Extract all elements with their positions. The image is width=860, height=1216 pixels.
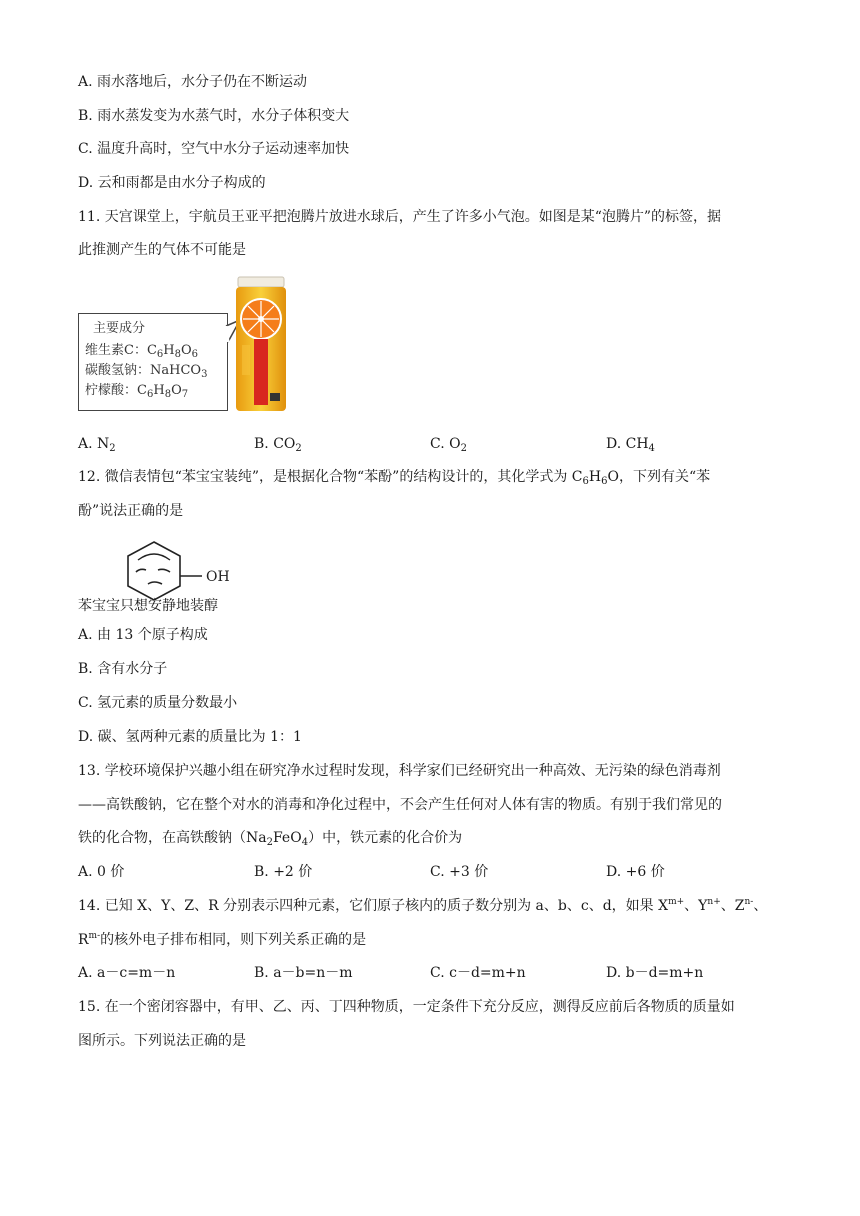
q14-option-c: C. c－d=m+n: [430, 965, 526, 981]
q14-option-a: A. a－c=m－n: [78, 965, 176, 981]
q10-option-c: C. 温度升高时，空气中水分子运动速率加快: [78, 141, 350, 157]
q13-option-d: D. +6 价: [606, 864, 665, 880]
q11-option-b-text: B. CO: [254, 436, 296, 452]
q12-option-b: B. 含有水分子: [78, 661, 168, 677]
q13-option-b: B. +2 价: [254, 864, 313, 880]
q12-stem-line1-post: O，下列有关“苯: [607, 469, 711, 485]
q13-stem-line3-pre: 铁的化合物，在高铁酸钠（Na: [78, 830, 267, 846]
q15-stem-line2: 图所示。下列说法正确的是: [78, 1033, 246, 1049]
label-vitamin-c-name: 维生素C：: [85, 343, 147, 358]
label-nahco3-name: 碳酸氢钠：: [85, 363, 151, 378]
q13-stem-line3-post: ）中，铁元素的化合价为: [308, 830, 463, 846]
q11-option-a: A. $N_2$: [78, 436, 116, 454]
q13-stem-line1: 13. 学校环境保护兴趣小组在研究净水过程时发现，科学家们已经研究出一种高效、无污染的绿色消毒剂: [78, 763, 721, 779]
q13-option-a: A. 0 价: [78, 864, 125, 880]
q12-figure-caption: 苯宝宝只想安静地装醇: [78, 598, 218, 614]
label-row-citric-acid: 柠檬酸：$C_6H_8O_7$: [85, 383, 189, 400]
q10-option-d: D. 云和雨都是由水分子构成的: [78, 175, 266, 191]
q11-option-b: B. $CO_2$: [254, 436, 302, 454]
ingredient-label: [78, 313, 228, 411]
effervescent-tablet-tube-image: [228, 275, 294, 415]
q11-stem-line1: 11. 天宫课堂上，宇航员王亚平把泡腾片放进水球后，产生了许多小气泡。如图是某“泡腾片”的标签，据: [78, 209, 722, 225]
q12-stem-line1-pre: 12. 微信表情包“苯宝宝装纯”，是根据化合物“苯酚”的结构设计的，其化学式为 C: [78, 469, 583, 485]
q11-option-d-text: D. CH: [606, 436, 649, 452]
q14-stem-line2-post: 的核外电子排布相同，则下列关系正确的是: [100, 932, 367, 948]
label-citric-acid-name: 柠檬酸：: [85, 383, 138, 398]
q14-stem-line1-pre: 14. 已知 X、Y、Z、R 分别表示四种元素，它们原子核内的质子数分别为 a、b、c、d，如果 X: [78, 898, 669, 914]
q14-option-b: B. a－b=n－m: [254, 965, 353, 981]
q13-stem-line3: 铁的化合物，在高铁酸钠$(Na_2FeO_4)$中，铁元素的化合价为: [78, 830, 463, 848]
q12-stem-line1: 12. 微信表情包“苯宝宝装纯”，是根据化合物“苯酚”的结构设计的，其化学式为 $C_6H_6O$，下列有关“苯: [78, 469, 711, 487]
q13-stem-line3-mid: FeO: [272, 830, 302, 846]
q10-option-a: A. 雨水落地后，水分子仍在不断运动: [78, 74, 308, 90]
q14-stem-line2: $R^{m-}$的核外电子排布相同，则下列关系正确的是: [78, 931, 367, 948]
q11-stem-line2: 此推测产生的气体不可能是: [78, 242, 246, 258]
label-nahco3-formula: NaHCO: [150, 363, 202, 378]
q11-option-c: C. $O_2$: [430, 436, 467, 454]
q11-option-d: D. $CH_4$: [606, 436, 655, 454]
q13-stem-line2: ——高铁酸钠，它在整个对水的消毒和净化过程中，不会产生任何对人体有害的物质。有别于我们常见的: [78, 797, 722, 813]
q12-option-a: A. 由 13 个原子构成: [78, 627, 208, 643]
label-row-vitamin-c: 维生素C：$C_6H_8O_6$: [85, 343, 199, 360]
q13-option-c: C. +3 价: [430, 864, 489, 880]
q15-stem-line1: 15. 在一个密闭容器中，有甲、乙、丙、丁四种物质，一定条件下充分反应，测得反应前后各物质的质量如: [78, 999, 735, 1015]
q11-option-c-text: C. O: [430, 436, 461, 452]
label-row-nahco3: 碳酸氢钠：NaHCO$_3$: [85, 363, 208, 380]
phenol-structure-emoji: [122, 540, 242, 602]
label-title: 主要成分: [93, 321, 146, 336]
phenol-oh-label: OH: [206, 569, 230, 585]
q14-option-d: D. b－d=m+n: [606, 965, 704, 981]
q10-option-b: B. 雨水蒸发变为水蒸气时，水分子体积变大: [78, 108, 350, 124]
q12-option-d: D. 碳、氢两种元素的质量比为 1：1: [78, 729, 302, 745]
q12-stem-line2: 酚”说法正确的是: [78, 503, 184, 519]
q14-stem-line1: 14. 已知 X、Y、Z、R 分别表示四种元素，它们原子核内的质子数分别为 a、b、c、d，如果 $X^{m+}$、$Y^{n+}$、$Z^{n-}$、: [78, 897, 768, 914]
q11-option-a-text: A. N: [78, 436, 110, 452]
q12-option-c: C. 氢元素的质量分数最小: [78, 695, 238, 711]
